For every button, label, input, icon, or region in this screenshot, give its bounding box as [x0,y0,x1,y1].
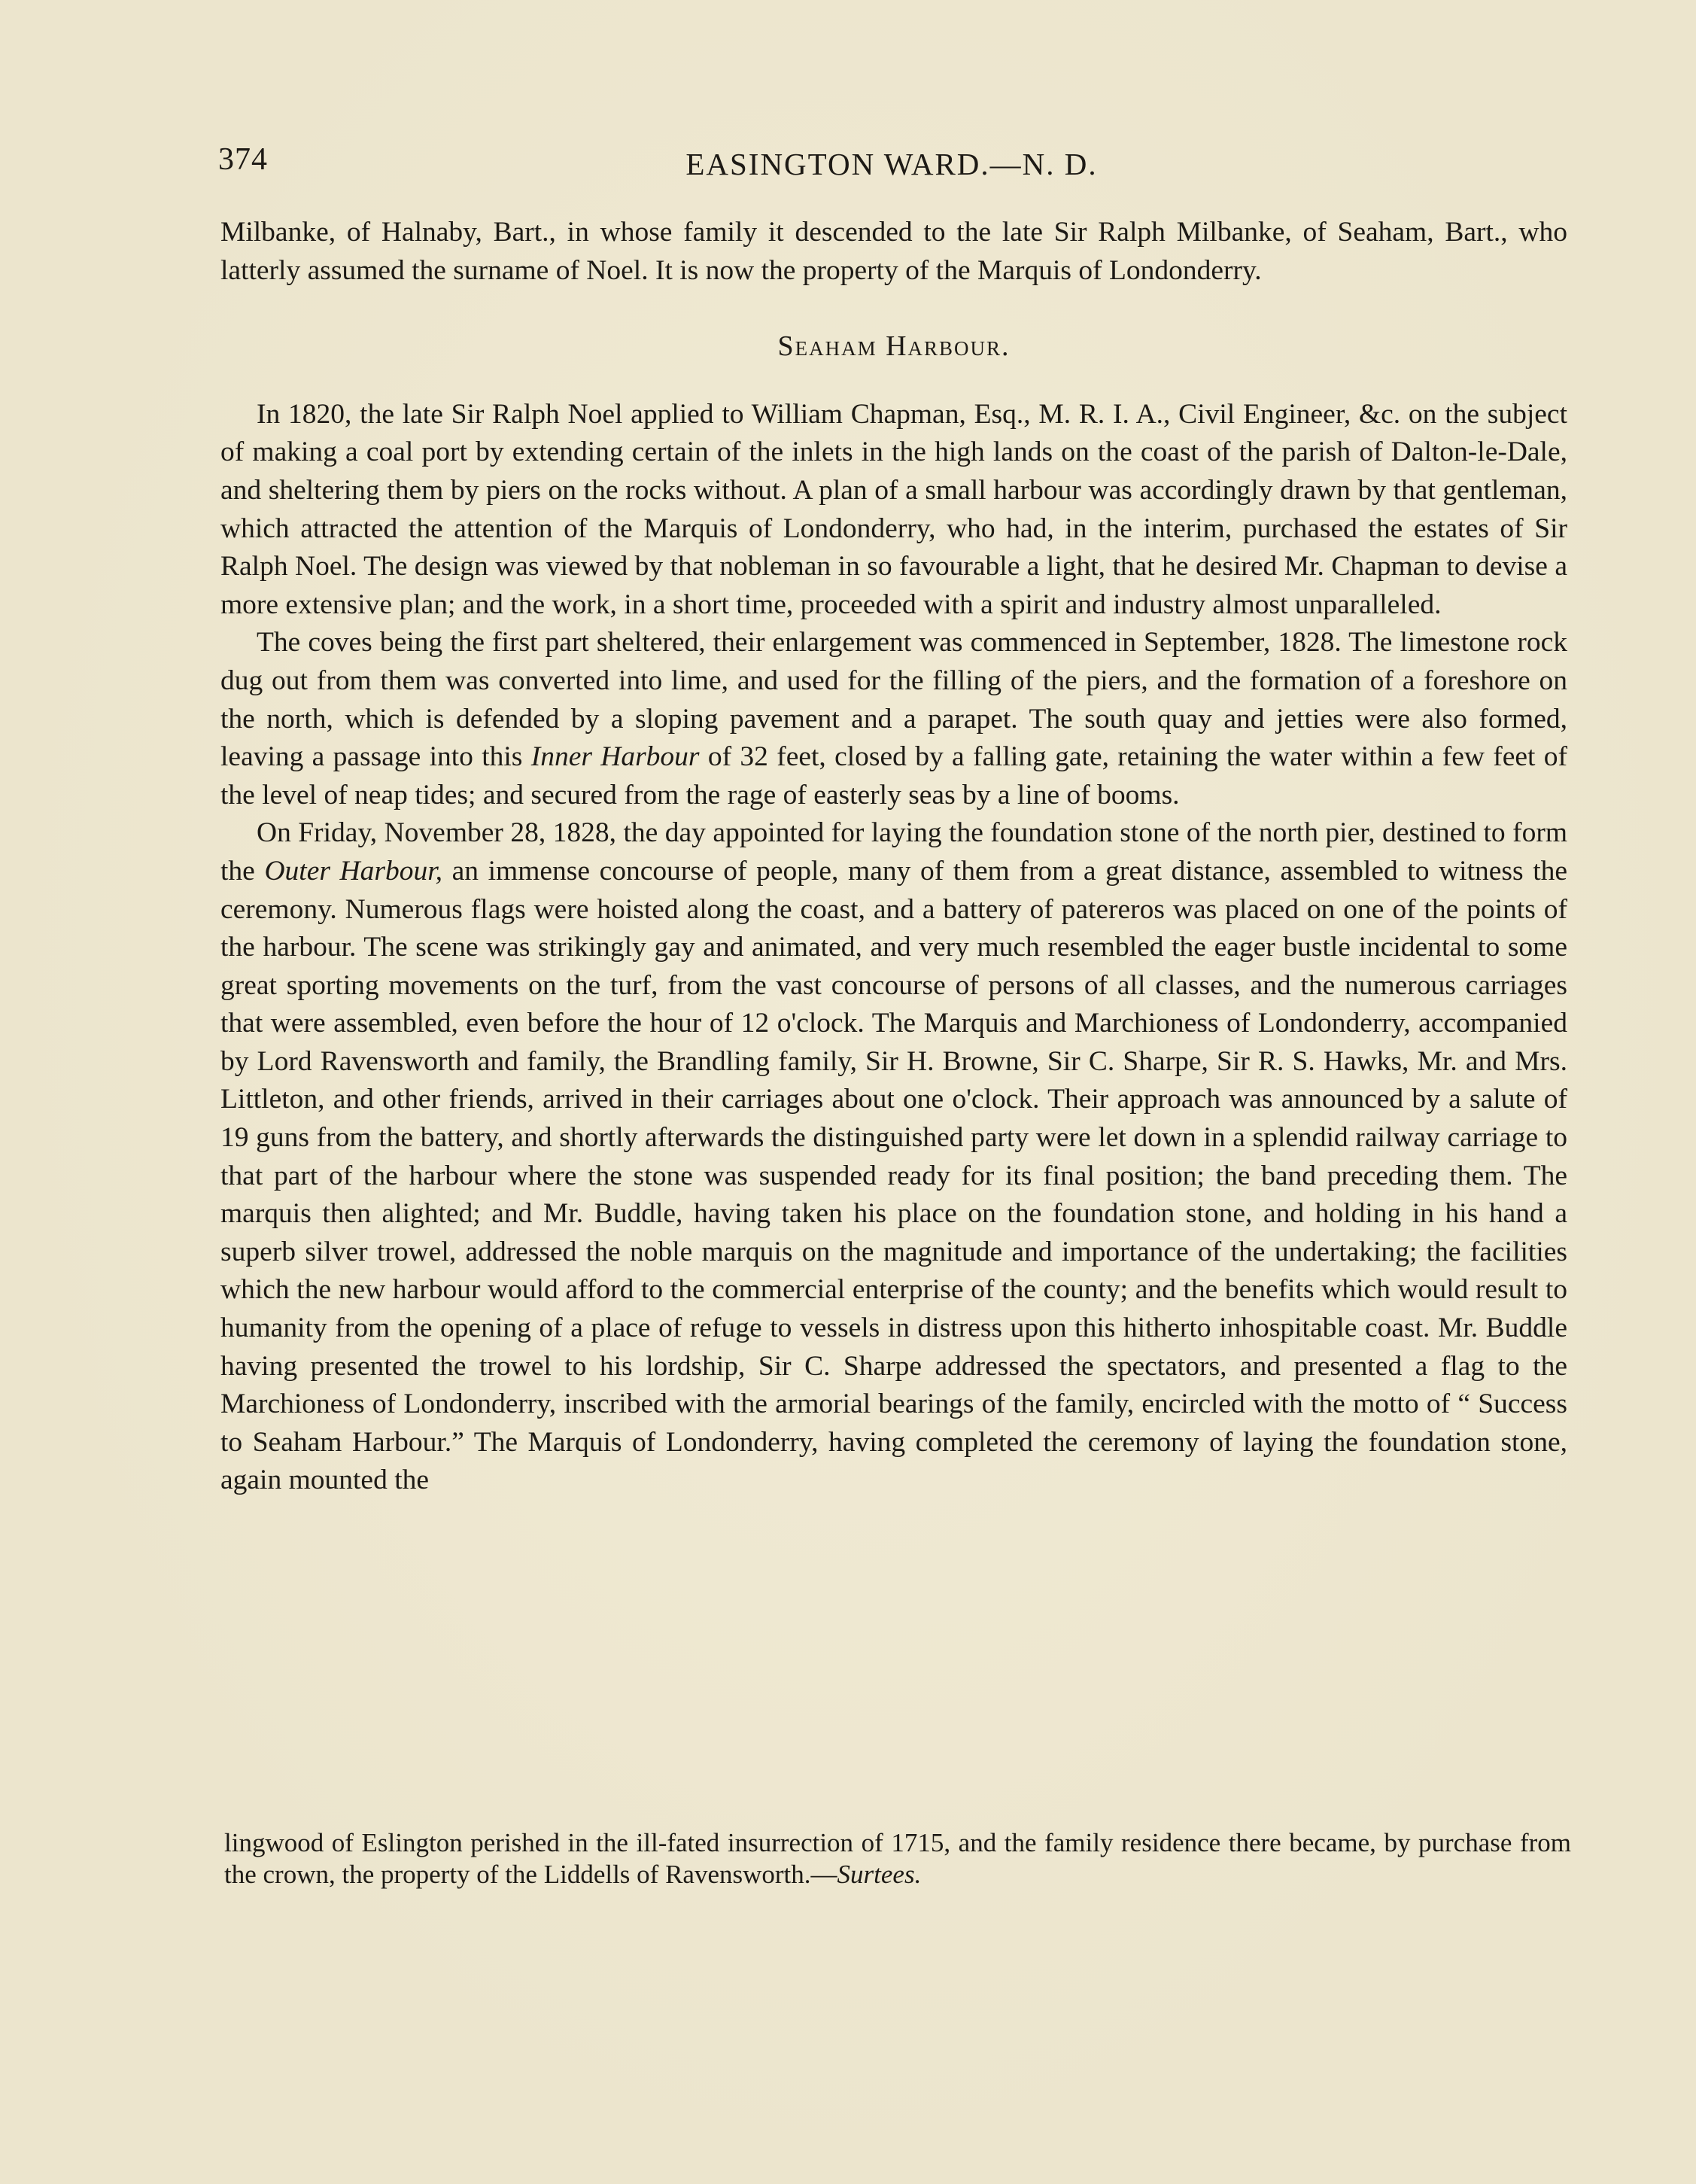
paragraph-2-text: The coves being the first part sheltered, their enlargement was commenced in September, 1828. The limestone rock dug out from them was converted into lime, and used for the filling of the piers, and the formation of a foreshore on the north, which is defended by a sloping pavement and a parapet. The south quay and jetties were also formed, leaving a passage into this [220,627,1567,773]
paragraph-3 [220,814,1567,1500]
footnote-text: lingwood of Eslington perished in the ill-fated insurrection of 1715, and the family residence there became, by purchase from the crown, the property of the Liddells of Ravensworth.— [224,1828,1571,1889]
running-title: EASINGTON WARD.—N. D. [685,147,1098,181]
page-header [218,141,1565,187]
section-heading: Seaham Harbour. [777,330,1011,363]
opening-fragment: Milbanke, of Halnaby, Bart., in whose family it descended to the late Sir Ralph Milbanke, of Seaham, Bart., who latterly assumed the surname of Noel. It is now the property of the Marquis of Londonderry. [220,217,1567,286]
footnote-source: Surtees. [837,1860,922,1889]
paragraph-2-text-end: of 32 feet, closed by a falling gate, retaining the water within a few feet of the level of neap tides; and secured from the rage of easterly seas by a line of booms. [220,741,1567,811]
paragraph-1: In 1820, the late Sir Ralph Noel applied to William Chapman, Esq., M. R. I. A., Civil Engineer, &c. on the subject of making a coal port by extending certain of the inlets in the high lands on the coast of the parish of Dalton-le-Dale, and sheltering them by piers on the rocks without. A plan of a small harbour was accordingly drawn by that gentleman, which attracted the attention of the Marquis of Londonderry, who had, in the interim, purchased the estates of Sir Ralph Noel. The design was viewed by that nobleman in so favourable a light, that he desired Mr. Chapman to devise a more extensive plan; and the work, in a short time, proceeded with a spirit and industry almost unparalleled. [220,398,1567,620]
paragraph-3-text-end: an immense concourse of people, many of them from a great distance, assembled to witness the ceremony. Numerous flags were hoisted along the coast, and a battery of patereros was placed on one of the points of the harbour. The scene was strikingly gay and animated, and very much resembled the eager bustle incidental to some great sporting movements on the turf, from the vast concourse of persons of all classes, and the numerous carriages that were assembled, even before the hour of 12 o'clock. The Marquis and Marchioness of Londonderry, accompanied by Lord Ravensworth and family, the Brandling family, Sir H. Browne, Sir C. Sharpe, Sir R. S. Hawks, Mr. and Mrs. Littleton, and other friends, arrived in their carriages about one o'clock. Their approach was announced by a salute of 19 guns from the battery, and shortly afterwards the distinguished party were let down in a splendid railway carriage to that part of the harbour where the stone was suspended ready for its final position; the band preceding them. The marquis then alighted; and Mr. Buddle, having taken his place on the foundation stone, and holding in his hand a superb silver trowel, addressed the noble marquis on the magnitude and importance of the undertaking; the facilities which the new harbour would afford to the commercial enterprise of the county; and the benefits which would result to humanity from the opening of a place of refuge to vessels in distress upon this hitherto inhospitable coast. Mr. Buddle having presented the trowel to his lordship, Sir C. Sharpe addressed the spectators, and presented a flag to the Marchioness of Londonderry, inscribed with the armorial bearings of the family, encircled with the motto of “ Success to Seaham Harbour.” The Marquis of Londonderry, having completed the ceremony of laying the foundation stone, again mounted the [220,855,1568,1496]
paragraph-2 [220,624,1567,814]
paragraph-3-italic: Outer Harbour, [264,855,443,887]
paragraph-3-text: On Friday, November 28, 1828, the day appointed for laying the foundation stone of the north pier, destined to form the [220,817,1567,887]
paragraph-2-italic: Inner Harbour [530,741,700,773]
main-text [220,214,1567,1500]
footnote [224,1827,1571,1890]
page-number: 374 [218,142,268,177]
footnote-paragraph [224,1827,1571,1890]
